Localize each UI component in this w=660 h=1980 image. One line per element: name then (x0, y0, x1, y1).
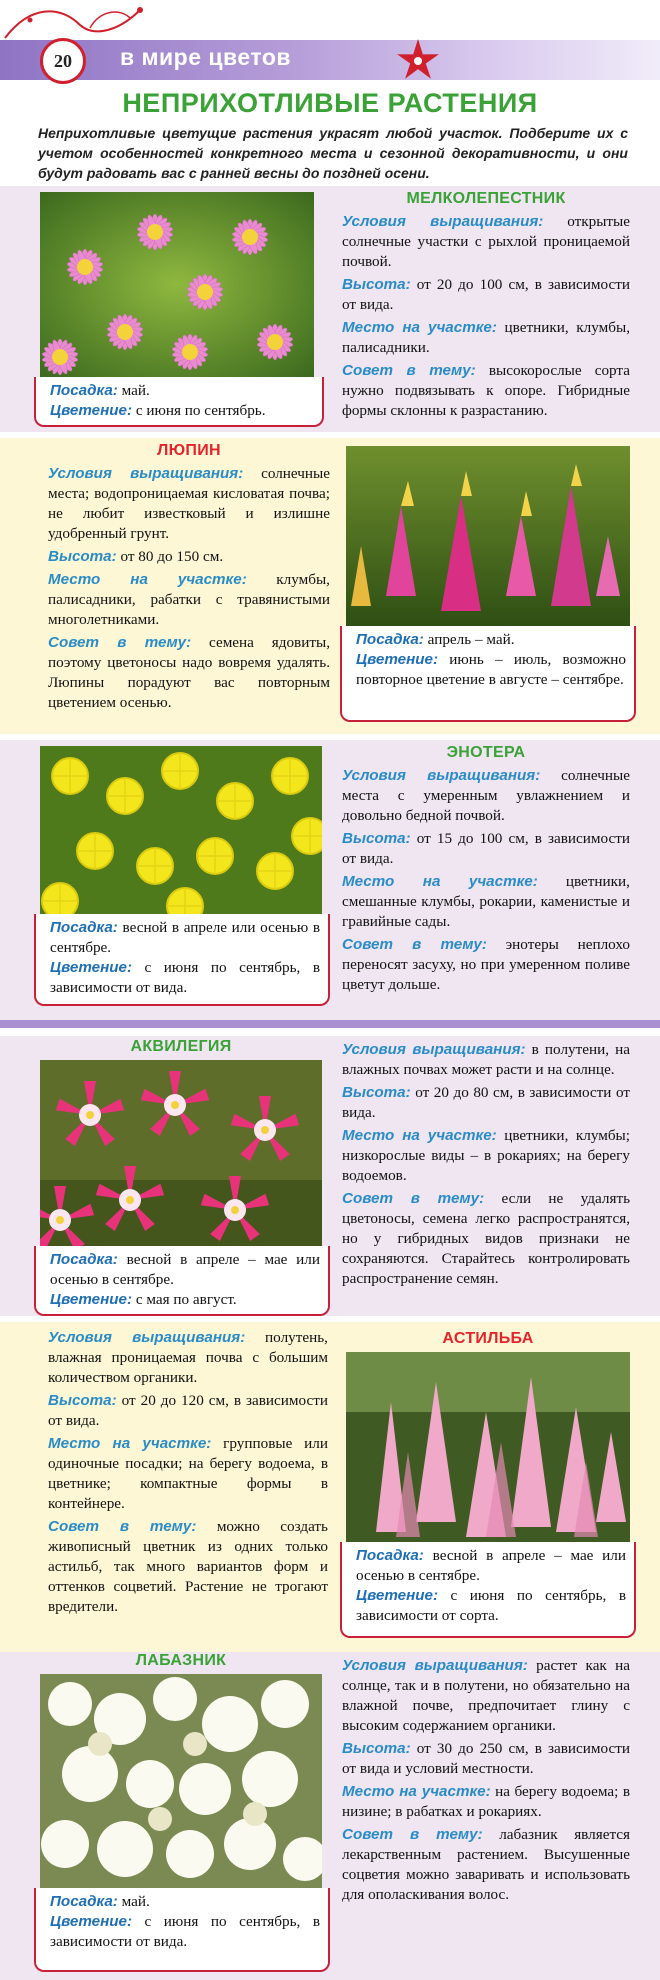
text-paragraph (356, 1586, 626, 1626)
text-paragraph (356, 1546, 626, 1586)
field-label: Условия выращивания: (342, 213, 544, 230)
text-paragraph (342, 318, 630, 358)
field-value: групповые или одиночные посадки; на берегу водоема, в цветнике; компактные формы в контейнере. (48, 1435, 328, 1512)
field-value: можно создать живописный цветник из одних только астильб, так много вариантов форм и оттенков соцветий. Растение не трогают вредители. (48, 1518, 328, 1615)
flower-icon (392, 36, 444, 86)
field-value: полутень, влажная проницаемая почва с большим количеством органики. (48, 1329, 328, 1386)
plant-title: ЭНОТЕРА (446, 744, 526, 761)
field-label: Совет в тему: (48, 1518, 197, 1535)
article-intro: Неприхотливые цветущие растения украсят любой участок. Подберите их с учетом особенностей конкретного места и сезонной декоративности, и они будут радовать вас с ранней весны до поздней осени. (38, 125, 628, 181)
field-label: Посадка: (50, 1893, 118, 1910)
field-label: Место на участке: (48, 1435, 212, 1452)
plant-title: ЛАБАЗНИК (135, 1652, 227, 1669)
field-label: Условия выращивания: (342, 767, 541, 784)
text-paragraph (342, 1656, 630, 1736)
photo-oenothera (40, 746, 322, 914)
text-paragraph (342, 766, 630, 826)
caption-box (340, 1542, 636, 1638)
text-paragraph (342, 935, 630, 995)
field-label: Совет в тему: (342, 1190, 485, 1207)
field-label: Посадка: (50, 919, 118, 936)
caption-box (34, 1246, 330, 1316)
plant-title: АКВИЛЕГИЯ (130, 1038, 232, 1055)
field-label: Цветение: (50, 1913, 133, 1930)
field-label: Цветение: (50, 1291, 133, 1308)
text-paragraph (342, 1040, 630, 1080)
section-header-bar (0, 40, 660, 80)
field-label: Высота: (342, 276, 411, 293)
plant-text (48, 442, 330, 716)
field-value: июнь – июль, возможно повторное цветение в августе – сентябре. (356, 651, 626, 688)
field-label: Совет в тему: (48, 634, 192, 651)
field-label: Высота: (342, 1740, 411, 1757)
text-paragraph (50, 401, 314, 421)
field-value: цветники, клумбы, палисадники. (342, 319, 630, 356)
text-paragraph (342, 872, 630, 932)
field-value: в полутени, на влажных почвах может расти и на солнце. (342, 1041, 630, 1078)
field-label: Условия выращивания: (48, 1329, 246, 1346)
field-label: Посадка: (356, 1547, 424, 1564)
plant-text (342, 1040, 630, 1292)
text-paragraph (342, 1083, 630, 1123)
field-label: Место на участке: (342, 1127, 497, 1144)
field-value: апрель – май. (423, 631, 515, 648)
field-value: клумбы, палисадники, рабатки с травянистыми многолетниками. (48, 571, 330, 628)
text-paragraph (342, 361, 630, 421)
floral-ornament-icon (0, 0, 150, 40)
field-value: с июня по сентябрь. (132, 402, 266, 419)
text-paragraph (50, 958, 320, 998)
text-paragraph (50, 1250, 320, 1290)
divider (0, 1020, 660, 1028)
field-value: с июня по сентябрь, в зависимости от вида. (50, 1913, 320, 1950)
field-label: Совет в тему: (342, 1826, 483, 1843)
field-value: с мая по август. (132, 1291, 237, 1308)
photo-erigeron (40, 192, 314, 377)
caption-box (34, 377, 324, 427)
text-paragraph (50, 381, 314, 401)
field-label: Условия выращивания: (342, 1041, 526, 1058)
text-paragraph (48, 1391, 328, 1431)
field-label: Посадка: (356, 631, 424, 648)
field-label: Высота: (342, 830, 411, 847)
field-label: Место на участке: (342, 319, 497, 336)
text-paragraph (48, 464, 330, 544)
text-paragraph (50, 1892, 320, 1912)
text-paragraph (48, 570, 330, 630)
field-value: на берегу водоема; в низине; в рабатках и рокариях. (342, 1783, 630, 1820)
text-paragraph (342, 1782, 630, 1822)
text-paragraph (50, 918, 320, 958)
field-label: Совет в тему: (342, 936, 487, 953)
section-title: в мире цветов (120, 44, 292, 70)
field-value: энотеры неплохо переносят засуху, но при умеренном поливе цветут дольше. (342, 936, 630, 993)
field-label: Место на участке: (48, 571, 247, 588)
field-label: Цветение: (50, 959, 133, 976)
text-paragraph (48, 633, 330, 713)
field-value: растет как на солнце, так и в полутени, но обязательно на влажной почве, предпочитает глину с высоким содержанием органики. (342, 1657, 630, 1734)
field-label: Высота: (342, 1084, 411, 1101)
caption-box (34, 914, 330, 1006)
text-paragraph (342, 1126, 630, 1186)
field-label: Условия выращивания: (48, 465, 244, 482)
photo-filipendula (40, 1674, 322, 1888)
field-label: Цветение: (50, 402, 133, 419)
plant-text (342, 744, 630, 998)
field-value: открытые солнечные участки с рыхлой проницаемой почвой. (342, 213, 630, 270)
text-paragraph (342, 1189, 630, 1289)
field-label: Высота: (48, 548, 117, 565)
text-paragraph (50, 1290, 320, 1310)
field-value: весной в апреле или осенью в сентябре. (50, 919, 320, 956)
field-value: солнечные места с умеренным увлажнением и довольно бедной почвой. (342, 767, 630, 824)
text-paragraph (342, 212, 630, 272)
photo-aquilegia (40, 1060, 322, 1246)
field-label: Посадка: (50, 1251, 118, 1268)
field-label: Цветение: (356, 1587, 439, 1604)
text-paragraph (342, 1825, 630, 1905)
field-value: с июня по сентябрь, в зависимости от вида. (50, 959, 320, 996)
field-value: если не удалять цветоносы, семена легко распространятся, но у гибридных видов признаки не сохраняются. Старайтесь контролировать распространение семян. (342, 1190, 631, 1287)
field-value: от 15 до 100 см, в зависимости от вида. (342, 830, 630, 867)
field-value: с июня по сентябрь, в зависимости от сорта. (356, 1587, 626, 1624)
text-paragraph (48, 1328, 328, 1388)
text-paragraph (48, 1434, 328, 1514)
page-number-badge (40, 38, 86, 84)
plant-title: ЛЮПИН (157, 442, 221, 459)
text-paragraph (50, 1912, 320, 1952)
field-value: от 20 до 100 см, в зависимости от вида. (342, 276, 630, 313)
text-paragraph (342, 1739, 630, 1779)
text-paragraph (356, 630, 626, 650)
field-label: Условия выращивания: (342, 1657, 528, 1674)
field-value: от 30 до 250 см, в зависимости от вида и условий местности. (342, 1740, 630, 1777)
text-paragraph (342, 829, 630, 869)
field-label: Высота: (48, 1392, 117, 1409)
page-number: 20 (54, 50, 72, 71)
field-value: солнечные места; водопроницаемая кисловатая почва; не любит известковый и излишне удобренный грунт. (48, 465, 330, 542)
photo-lupine (346, 446, 630, 626)
text-paragraph (48, 1517, 328, 1617)
plant-text (48, 1328, 328, 1620)
article-title: НЕПРИХОТЛИВЫЕ РАСТЕНИЯ (122, 88, 538, 118)
field-value: от 20 до 120 см, в зависимости от вида. (48, 1392, 328, 1429)
text-paragraph (356, 650, 626, 690)
field-value: май. (117, 1893, 150, 1910)
field-label: Место на участке: (342, 1783, 491, 1800)
photo-astilbe (346, 1352, 630, 1542)
field-value: цветники, смешанные клумбы, рокарии, каменистые и гравийные сады. (342, 873, 630, 930)
field-value: май. (117, 382, 150, 399)
text-paragraph (48, 547, 330, 567)
plant-text (342, 1656, 630, 1908)
field-label: Цветение: (356, 651, 439, 668)
caption-box (340, 626, 636, 722)
field-label: Совет в тему: (342, 362, 476, 379)
field-value: от 80 до 150 см. (116, 548, 224, 565)
plant-title: АСТИЛЬБА (442, 1330, 534, 1347)
field-value: от 20 до 80 см, в зависимости от вида. (342, 1084, 630, 1121)
text-paragraph (342, 275, 630, 315)
field-value: лабазник является лекарственным растением. Высушенные соцветия можно заваривать и использовать для ополаскивания волос. (342, 1826, 631, 1903)
field-value: весной в апреле – мае или осенью в сентябре. (356, 1547, 626, 1584)
plant-title: МЕЛКОЛЕПЕСТНИК (406, 190, 566, 207)
plant-text (342, 190, 630, 424)
field-value: весной в апреле – мае или осенью в сентябре. (50, 1251, 320, 1288)
field-value: семена ядовиты, поэтому цветоносы надо вовремя удалять. Люпины порадуют вас повторным цветением осенью. (48, 634, 330, 711)
field-label: Посадка: (50, 382, 118, 399)
caption-box (34, 1888, 330, 1972)
field-label: Место на участке: (342, 873, 538, 890)
field-value: цветники, клумбы; низкорослые виды – в рокариях; на берегу водоемов. (342, 1127, 630, 1184)
field-value: высокорослые сорта нужно подвязывать к опоре. Гибридные формы склонны к разрастанию. (342, 362, 630, 419)
